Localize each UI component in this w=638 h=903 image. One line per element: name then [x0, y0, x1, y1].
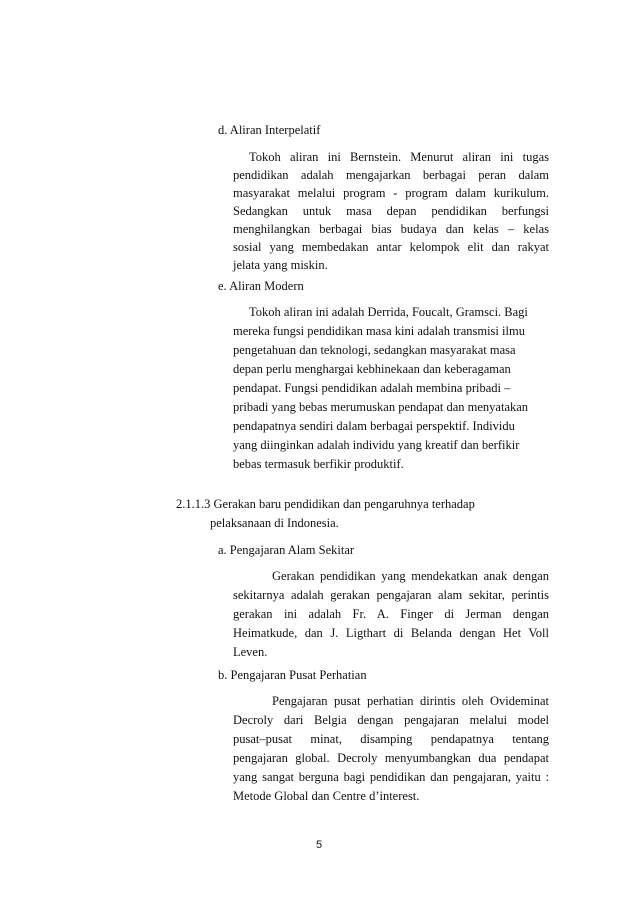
paragraph-line: Leven. [233, 645, 268, 659]
paragraph-line: yang diinginkan adalah individu yang kreatif dan berfikir [233, 438, 520, 452]
heading-aliran-modern: e. Aliran Modern [218, 279, 304, 293]
heading-pengajaran-alam-sekitar: a. Pengajaran Alam Sekitar [218, 543, 355, 557]
paragraph-line: masyarakat melalui program - program dalam kurikulum. [233, 186, 549, 200]
paragraph-line: mereka fungsi pendidikan masa kini adalah transmisi ilmu [233, 324, 525, 338]
paragraph-line: yang sangat berguna bagi pendidikan dan pengajaran, yaitu : [233, 770, 549, 784]
heading-aliran-interpelatif: d. Aliran Interpelatif [218, 123, 321, 137]
paragraph-line: depan perlu menghargai kebhinekaan dan keberagaman [233, 362, 511, 376]
paragraph-line: sekitarnya adalah gerakan pengajaran alam sekitar, perintis [233, 588, 549, 602]
paragraph-line: Sedangkan untuk masa depan pendidikan berfungsi [233, 204, 549, 218]
paragraph-line: Decroly dari Belgia dengan pengajaran melalui model [233, 713, 549, 727]
paragraph-line: Pengajaran pusat perhatian dirintis oleh Ovideminat [272, 694, 549, 708]
paragraph-line: Gerakan pendidikan yang mendekatkan anak dengan [272, 569, 549, 583]
paragraph-line: jelata yang miskin. [233, 258, 328, 272]
paragraph-line: pengajaran global. Decroly menyumbangkan dua pendapat [233, 751, 549, 765]
heading-pengajaran-pusat-perhatian: b. Pengajaran Pusat Perhatian [218, 668, 367, 682]
paragraph-line: gerakan ini adalah Fr. A. Finger di Jerman dengan [233, 607, 549, 621]
paragraph-line: pusat–pusat minat, disamping pendapatnya tentang [233, 732, 549, 746]
paragraph-line: menghilangkan berbagai bias budaya dan kelas – kelas [233, 222, 549, 236]
paragraph-line: Tokoh aliran ini adalah Derrida, Foucalt, Gramsci. Bagi [249, 305, 528, 319]
paragraph-line: pendapatnya sendiri dalam berbagai perspektif. Individu [233, 419, 515, 433]
paragraph-line: bebas termasuk berfikir produktif. [233, 457, 404, 471]
paragraph-line: Metode Global dan Centre d’interest. [233, 789, 420, 803]
paragraph-line: pendapat. Fungsi pendidikan adalah membina pribadi – [233, 381, 511, 395]
paragraph-line: sosial yang membedakan antar kelompok elit dan rakyat [233, 240, 549, 254]
section-heading-continuation: pelaksanaan di Indonesia. [210, 516, 339, 530]
paragraph-line: pengetahuan dan teknologi, sedangkan masyarakat masa [233, 343, 516, 357]
paragraph-line: Tokoh aliran ini Bernstein. Menurut aliran ini tugas [249, 150, 549, 164]
paragraph-line: pendidikan adalah mengajarkan berbagai peran dalam [233, 168, 549, 182]
section-heading-2-1-1-3: 2.1.1.3 Gerakan baru pendidikan dan pengaruhnya terhadap [176, 497, 475, 511]
paragraph-line: Heimatkude, dan J. Ligthart di Belanda dengan Het Voll [233, 626, 549, 640]
page-number: 5 [315, 839, 323, 851]
paragraph-line: pribadi yang bebas merumuskan pendapat dan menyatakan [233, 400, 529, 414]
